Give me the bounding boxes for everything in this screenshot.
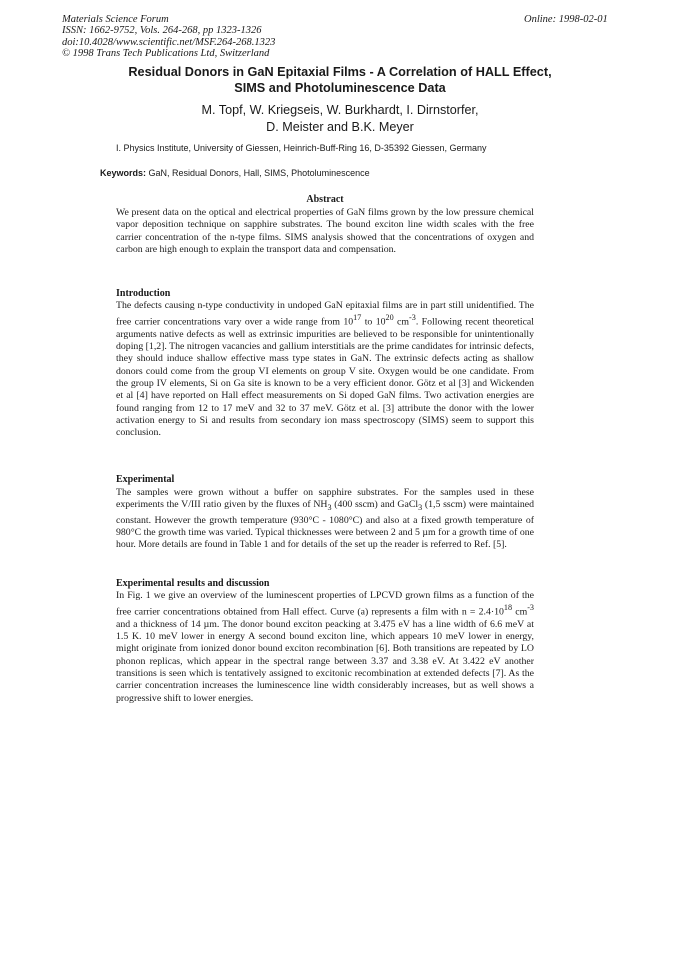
affiliation: I. Physics Institute, University of Giessen, Heinrich-Buff-Ring 16, D-35392 Giessen, Germany [116,143,487,153]
exponent-superscript: 17 [353,313,362,323]
author-list [90,102,590,136]
exponent-superscript: -3 [527,603,535,613]
online-date: Online: 1998-02-01 [524,14,608,25]
authors-line-2: D. Meister and B.K. Meyer [266,120,414,134]
introduction-text [116,300,534,440]
introduction-heading: Introduction [116,288,171,299]
experimental-paragraph: The samples were grown without a buffer on sapphire substrates. For the samples used in these experiments the V/III ratio given by the fluxes of $NH_3$ (400 sscm) and GaCl$_3$ (1,5 sscm) were maintained constant. However the growth temperature (930°C - 1080°C) and also at a fixed growth temperature of 980°C the growth time was varied. Typical thicknesses were between 2 and 5 µm for a growth time of one hour. More details are found in Table 1 and for details of the set up the reader is referred to Ref. [5]. [116,487,534,551]
results-text [116,590,534,705]
journal-copyright: © 1998 Trans Tech Publications Ltd, Switzerland [62,48,270,60]
results-heading: Experimental results and discussion [116,578,270,589]
keywords-list: GaN, Residual Donors, Hall, SIMS, Photoluminescence [148,168,370,178]
results-paragraph: In Fig. 1 we give an overview of the luminescent properties of LPCVD grown films as a function of the free carrier concentrations obtained from Hall effect. Curve (a) represents a film with $n = 2.4\cdot 10^{18}$ $cm^{-3}$ and a thickness of 14 µm. The donor bound exciton peacking at 3.475 eV has a line width of 6.6 meV at 1.5 K. 10 meV lower in energy A second bound exciton line, which appears 10 meV lower in energy, might originate from ionized donor bound exciton recombination [6]. Both transitions are repeated by LO phonon replicas, which appear in the spectral range between 3.37 and 3.38 eV. At 3.422 eV another transitions is seen which is tentatively assigned to excitonic recombination at extended defects [7]. As the carrier concentration increases the luminescence line width considerably increases, but as well shows a progressive shift to lower energies. [116,590,535,704]
formula-subscript: 3 [327,503,332,513]
journal-issn: ISSN: 1662-9752, Vols. 264-268, pp 1323-1326 [62,25,262,37]
abstract-text [116,207,534,256]
journal-doi[interactable]: doi:10.4028/www.scientific.net/MSF.264-268.1323 [62,36,276,48]
authors-line-1: M. Topf, W. Kriegseis, W. Burkhardt, I. Dirnstorfer, [201,103,479,117]
abstract-paragraph: We present data on the optical and electrical properties of GaN films grown by the low pressure chemical vapor deposition technique on sapphire substrates. The bound exciton line width scales with the free carrier concentration of the n-type films. SIMS analysis showed that the concentrations of oxygen and carbon are high enough to explain the transport data and compensation. [116,207,534,255]
journal-name: Materials Science Forum [62,14,169,25]
exponent-superscript: 18 [503,603,513,613]
keywords-label: Keywords: [100,168,147,178]
paper-title [80,64,600,96]
experimental-heading: Experimental [116,474,175,485]
journal-header [62,14,392,60]
keywords-line [100,167,370,179]
title-line-1: Residual Donors in GaN Epitaxial Films - A Correlation of HALL Effect, [128,65,552,79]
exponent-superscript: -3 [409,313,416,323]
experimental-text [116,487,534,551]
introduction-paragraph: The defects causing n-type conductivity in undoped GaN epitaxial films are in part still unidentified. The free carrier concentrations vary over a wide range from $10^{17}$ to $10^{20}$ $cm^{-3}$. Following recent theoretical arguments native defects as well as extrinsic impurities are believed to be responsible for unintentionally doping [1,2]. The nitrogen vacancies and gallium interstitials are the prime candidates for intrinsic defects, they should induce shallow effective mass type states in GaN. The extrinsic defects acting as shallow donors could come from the group VI elements on group V site. Oxygen would be one candidate. From the group IV elements, Si on Ga site is known to be a very efficient donor. Götz et al [3] and Wickenden et al [4] have reported on Hall effect measurements on Si doped GaN films. Two activation energies are found ranging from 12 to 17 meV and 32 to 37 meV. Götz et al. [3] attribute the donor with the lower activation energy to Si and results from secondary ion mass spectroscopy (SIMS) seem to support this conclusion. [116,300,534,439]
title-line-2: SIMS and Photoluminescence Data [234,81,446,95]
exponent-superscript: 20 [385,313,394,323]
abstract-heading: Abstract [306,194,344,205]
formula-subscript: 3 [418,503,423,513]
